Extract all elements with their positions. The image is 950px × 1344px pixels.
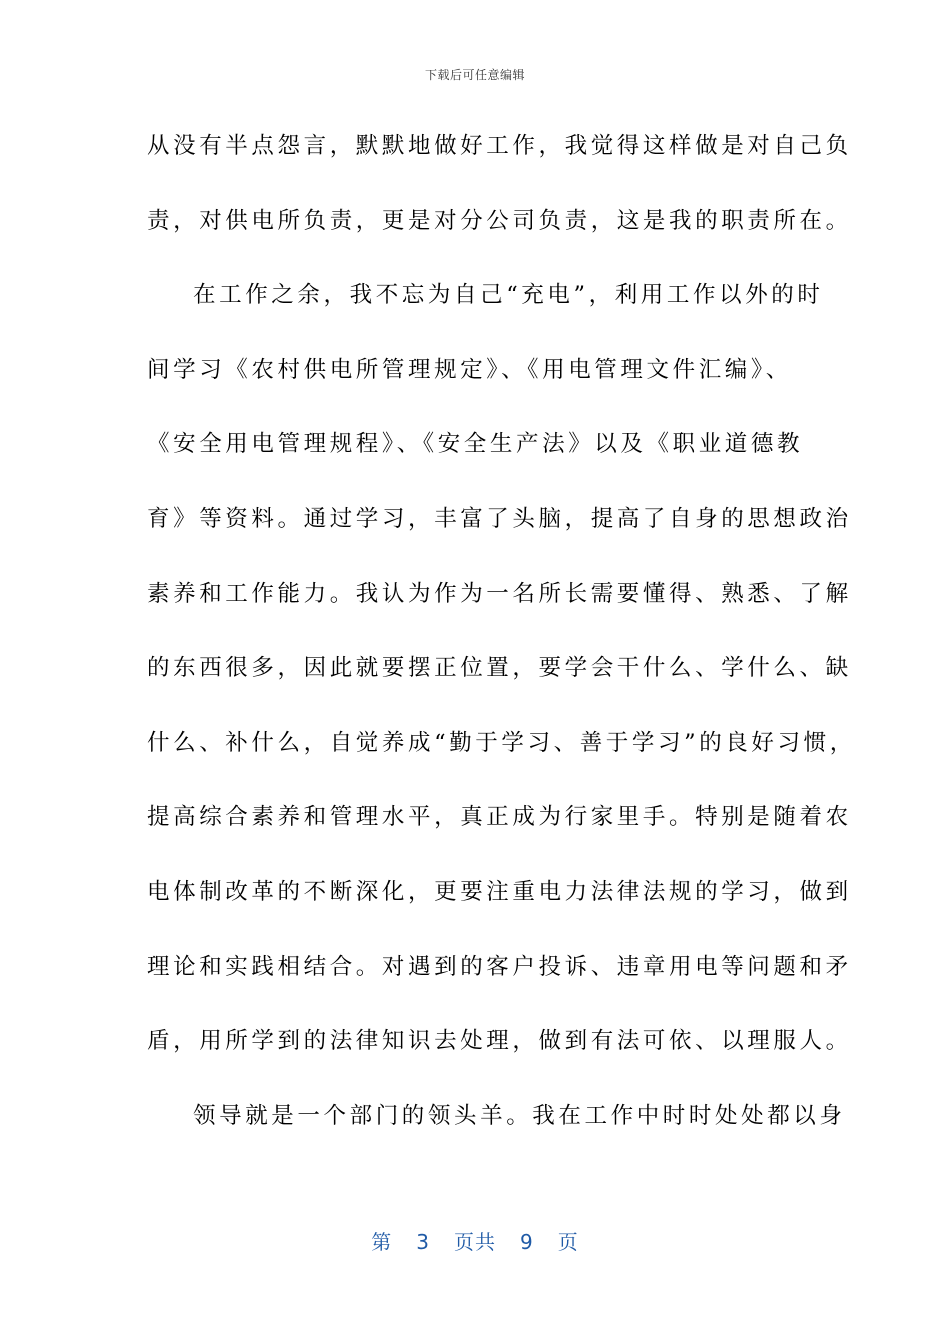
text-line: 什么、补什么，自觉养成“勤于学习、善于学习”的良好习惯， (147, 729, 856, 756)
text-line: 领导就是一个部门的领头羊。我在工作中时时处处都以身 (193, 1102, 846, 1129)
page-footer (0, 1226, 950, 1255)
text-line: 从没有半点怨言，默默地做好工作，我觉得这样做是对自己负 (147, 133, 852, 159)
footer-suffix: 页 (557, 1230, 579, 1254)
text-line: 的东西很多，因此就要摆正位置，要学会干什么、学什么、缺 (147, 655, 852, 682)
text-line: 提高综合素养和管理水平，真正成为行家里手。特别是随着农 (147, 804, 852, 831)
text-line: 电体制改革的不断深化，更要注重电力法律法规的学习，做到 (147, 878, 852, 905)
total-pages-number: 9 (520, 1230, 534, 1254)
text-line: 育》等资料。通过学习，丰富了头脑，提高了自身的思想政治 (147, 505, 852, 532)
header-note: 下载后可任意编辑 (424, 68, 525, 82)
document-body (147, 128, 856, 1172)
text-line: 盾，用所学到的法律知识去处理，做到有法可依、以理服人。 (147, 1028, 852, 1055)
text-line: 素养和工作能力。我认为作为一名所长需要懂得、熟悉、了解 (147, 580, 852, 607)
text-line: 理论和实践相结合。对遇到的客户投诉、违章用电等问题和矛 (147, 953, 852, 980)
text-line: 在工作之余，我不忘为自己“充电”，利用工作以外的时 (193, 282, 824, 309)
text-line: 间学习《农村供电所管理规定》、《用电管理文件汇编》、 (147, 356, 792, 383)
text-line: 责，对供电所负责，更是对分公司负责，这是我的职责所在。 (147, 207, 852, 234)
footer-middle: 页共 (454, 1230, 496, 1254)
current-page-number: 3 (416, 1230, 430, 1254)
text-line: 《安全用电管理规程》、《安全生产法》以及《职业道德教 (147, 431, 804, 458)
footer-prefix: 第 (371, 1230, 393, 1254)
